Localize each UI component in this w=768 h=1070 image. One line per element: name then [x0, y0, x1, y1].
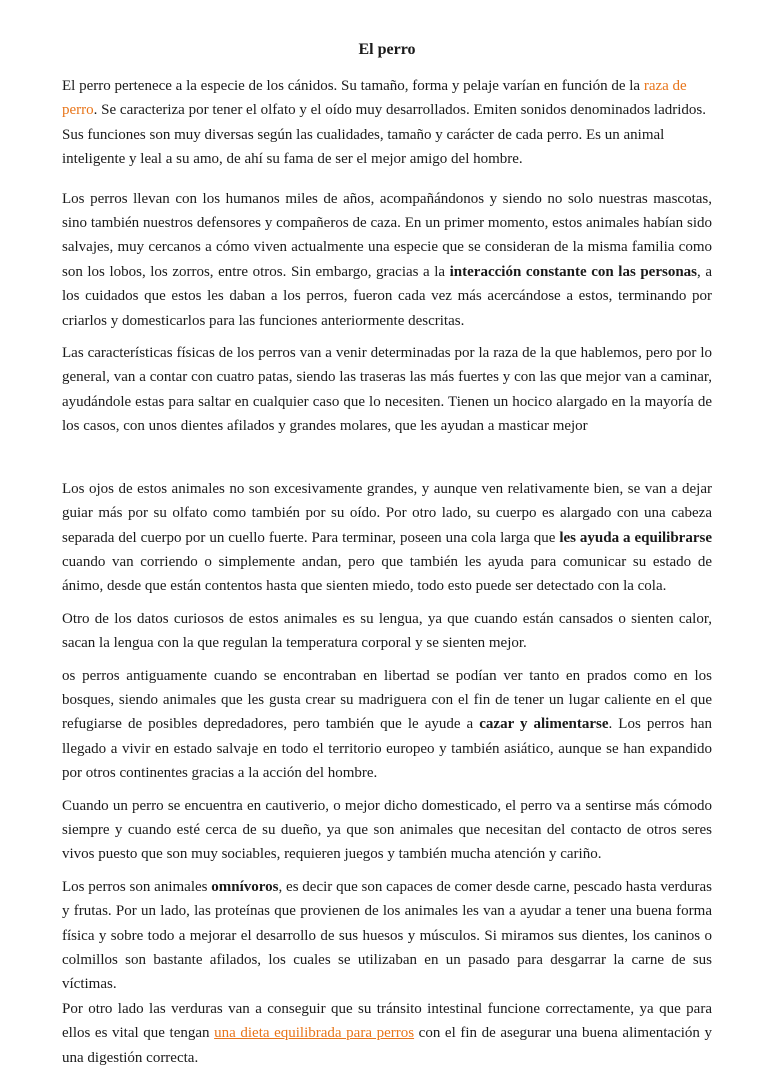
paragraph-text: Los ojos de estos animales no son excesivamente grandes, y aunque ven relativamente bien, se van a dejar guiar más por su olfato como también por su oído. Por otro lado, su cuerpo es alargado con una cabeza separada del cuerpo por un cuello fuerte. Para terminar, poseen una cola larga que — [62, 480, 712, 546]
paragraph-text: Los perros son animales — [62, 878, 212, 895]
paragraph-text: . Los perros han llegado a vivir en estado salvaje en todo el territorio europeo y también asiático, aunque se han expandido por otros continentes gracias a la acción del hombre. — [62, 716, 712, 782]
paragraph-physical — [62, 341, 712, 439]
page-title: El perro — [358, 41, 416, 58]
bold-phrase: interacción constante con las personas — [449, 263, 698, 280]
paragraph-captivity — [62, 794, 712, 867]
paragraph-text: . Se caracteriza por tener el olfato y el oído muy desarrollados. Emiten sonidos denominados ladridos. Sus funciones son muy diversas según las cualidades, tamaño y carácter de cada perro. Es un animal inteligente y leal a su amo, de ahí su fama de ser el mejor amigo del hombre. — [62, 102, 706, 168]
paragraph-text: Otro de los datos curiosos de estos animales es su lengua, ya que cuando están cansados o sienten calor, sacan la lengua con la que regulan la temperatura corporal y se sienten mejor. — [62, 610, 712, 652]
paragraph-text: os perros antiguamente cuando se encontraban en libertad se podían ver tanto en prados como en los bosques, siendo animales que les gusta crear su madriguera con el fin de tener un lugar caliente en el que refugiarse de posibles depredadores, pero también que le ayude a — [62, 667, 712, 733]
paragraph-text: , es decir que son capaces de comer desde carne, pescado hasta verduras y frutas. Por un lado, las proteínas que provienen de los animales les van a ayudar a tener una buena forma física y sobre todo a mejorar el desarrollo de sus huesos y músculos. Si miramos sus dientes, los caninos o colmillos son bastante afilados, los cuales se utilizaban en un pasado para desgarrar la carne de sus víctimas. — [62, 878, 712, 993]
link-raza-de-perro[interactable]: raza de perro — [62, 78, 687, 119]
paragraph-text: Las características físicas de los perros van a venir determinadas por la raza de la que hablemos, pero por lo general, van a contar con cuatro patas, siendo las traseras las más fuertes y con las que mejor van a caminar, ayudándole estas para saltar en cualquier caso que lo necesiten. Tienen un hocico alargado en la mayoría de los casos, con unos dientes afilados y grandes molares, que les ayudan a masticar mejor — [62, 345, 712, 435]
paragraph-wild — [62, 664, 712, 786]
paragraph-diet — [62, 875, 712, 997]
paragraph-tongue — [62, 607, 712, 656]
paragraph-intro — [62, 74, 712, 172]
paragraph-text: Por otro lado las verduras van a conseguir que su tránsito intestinal funcione correctamente, ya que para ellos es vital que tengan — [62, 1000, 712, 1042]
paragraph-text: Cuando un perro se encuentra en cautiverio, o mejor dicho domesticado, el perro va a sentirse más cómodo siempre y cuando esté cerca de su dueño, ya que son animales que necesitan del contacto de otros seres vivos puesto que son muy sociables, requieren juegos y también mucha atención y cariño. — [62, 797, 712, 863]
paragraph-text: cuando van corriendo o simplemente andan, pero que también les ayuda para comunicar su estado de ánimo, desde que están contentos hasta que sienten miedo, todo esto puede ser detectado con la cola. — [62, 553, 712, 595]
paragraph-text: , a los cuidados que estos les daban a los perros, fueron cada vez más acercándose a estos, terminando por criarlos y domesticarlos para las funciones anteriormente descritas. — [62, 263, 712, 329]
bold-phrase: omnívoros — [211, 878, 279, 895]
paragraph-history — [62, 187, 712, 333]
document-page — [62, 38, 712, 1070]
link-dieta-equilibrada[interactable]: una dieta equilibrada para perros — [214, 1025, 415, 1042]
paragraph-text: El perro pertenece a la especie de los cánidos. Su tamaño, forma y pelaje varían en función de la — [62, 78, 644, 94]
paragraph-vegetables — [62, 997, 712, 1070]
paragraph-eyes — [62, 477, 712, 599]
bold-phrase: cazar y alimentarse — [479, 716, 609, 733]
paragraph-text: Los perros llevan con los humanos miles de años, acompañándonos y siendo no solo nuestras mascotas, sino también nuestros defensores y compañeros de caza. En un primer momento, estos animales habían sido salvajes, muy cercanos a cómo viven actualmente una especie que se consideran de la misma familia como son los lobos, los zorros, entre otros. Sin embargo, gracias a la — [62, 190, 712, 280]
paragraph-text: con el fin de asegurar una buena alimentación y una digestión correcta. — [62, 1025, 712, 1066]
bold-phrase: les ayuda a equilibrarse — [559, 529, 712, 546]
